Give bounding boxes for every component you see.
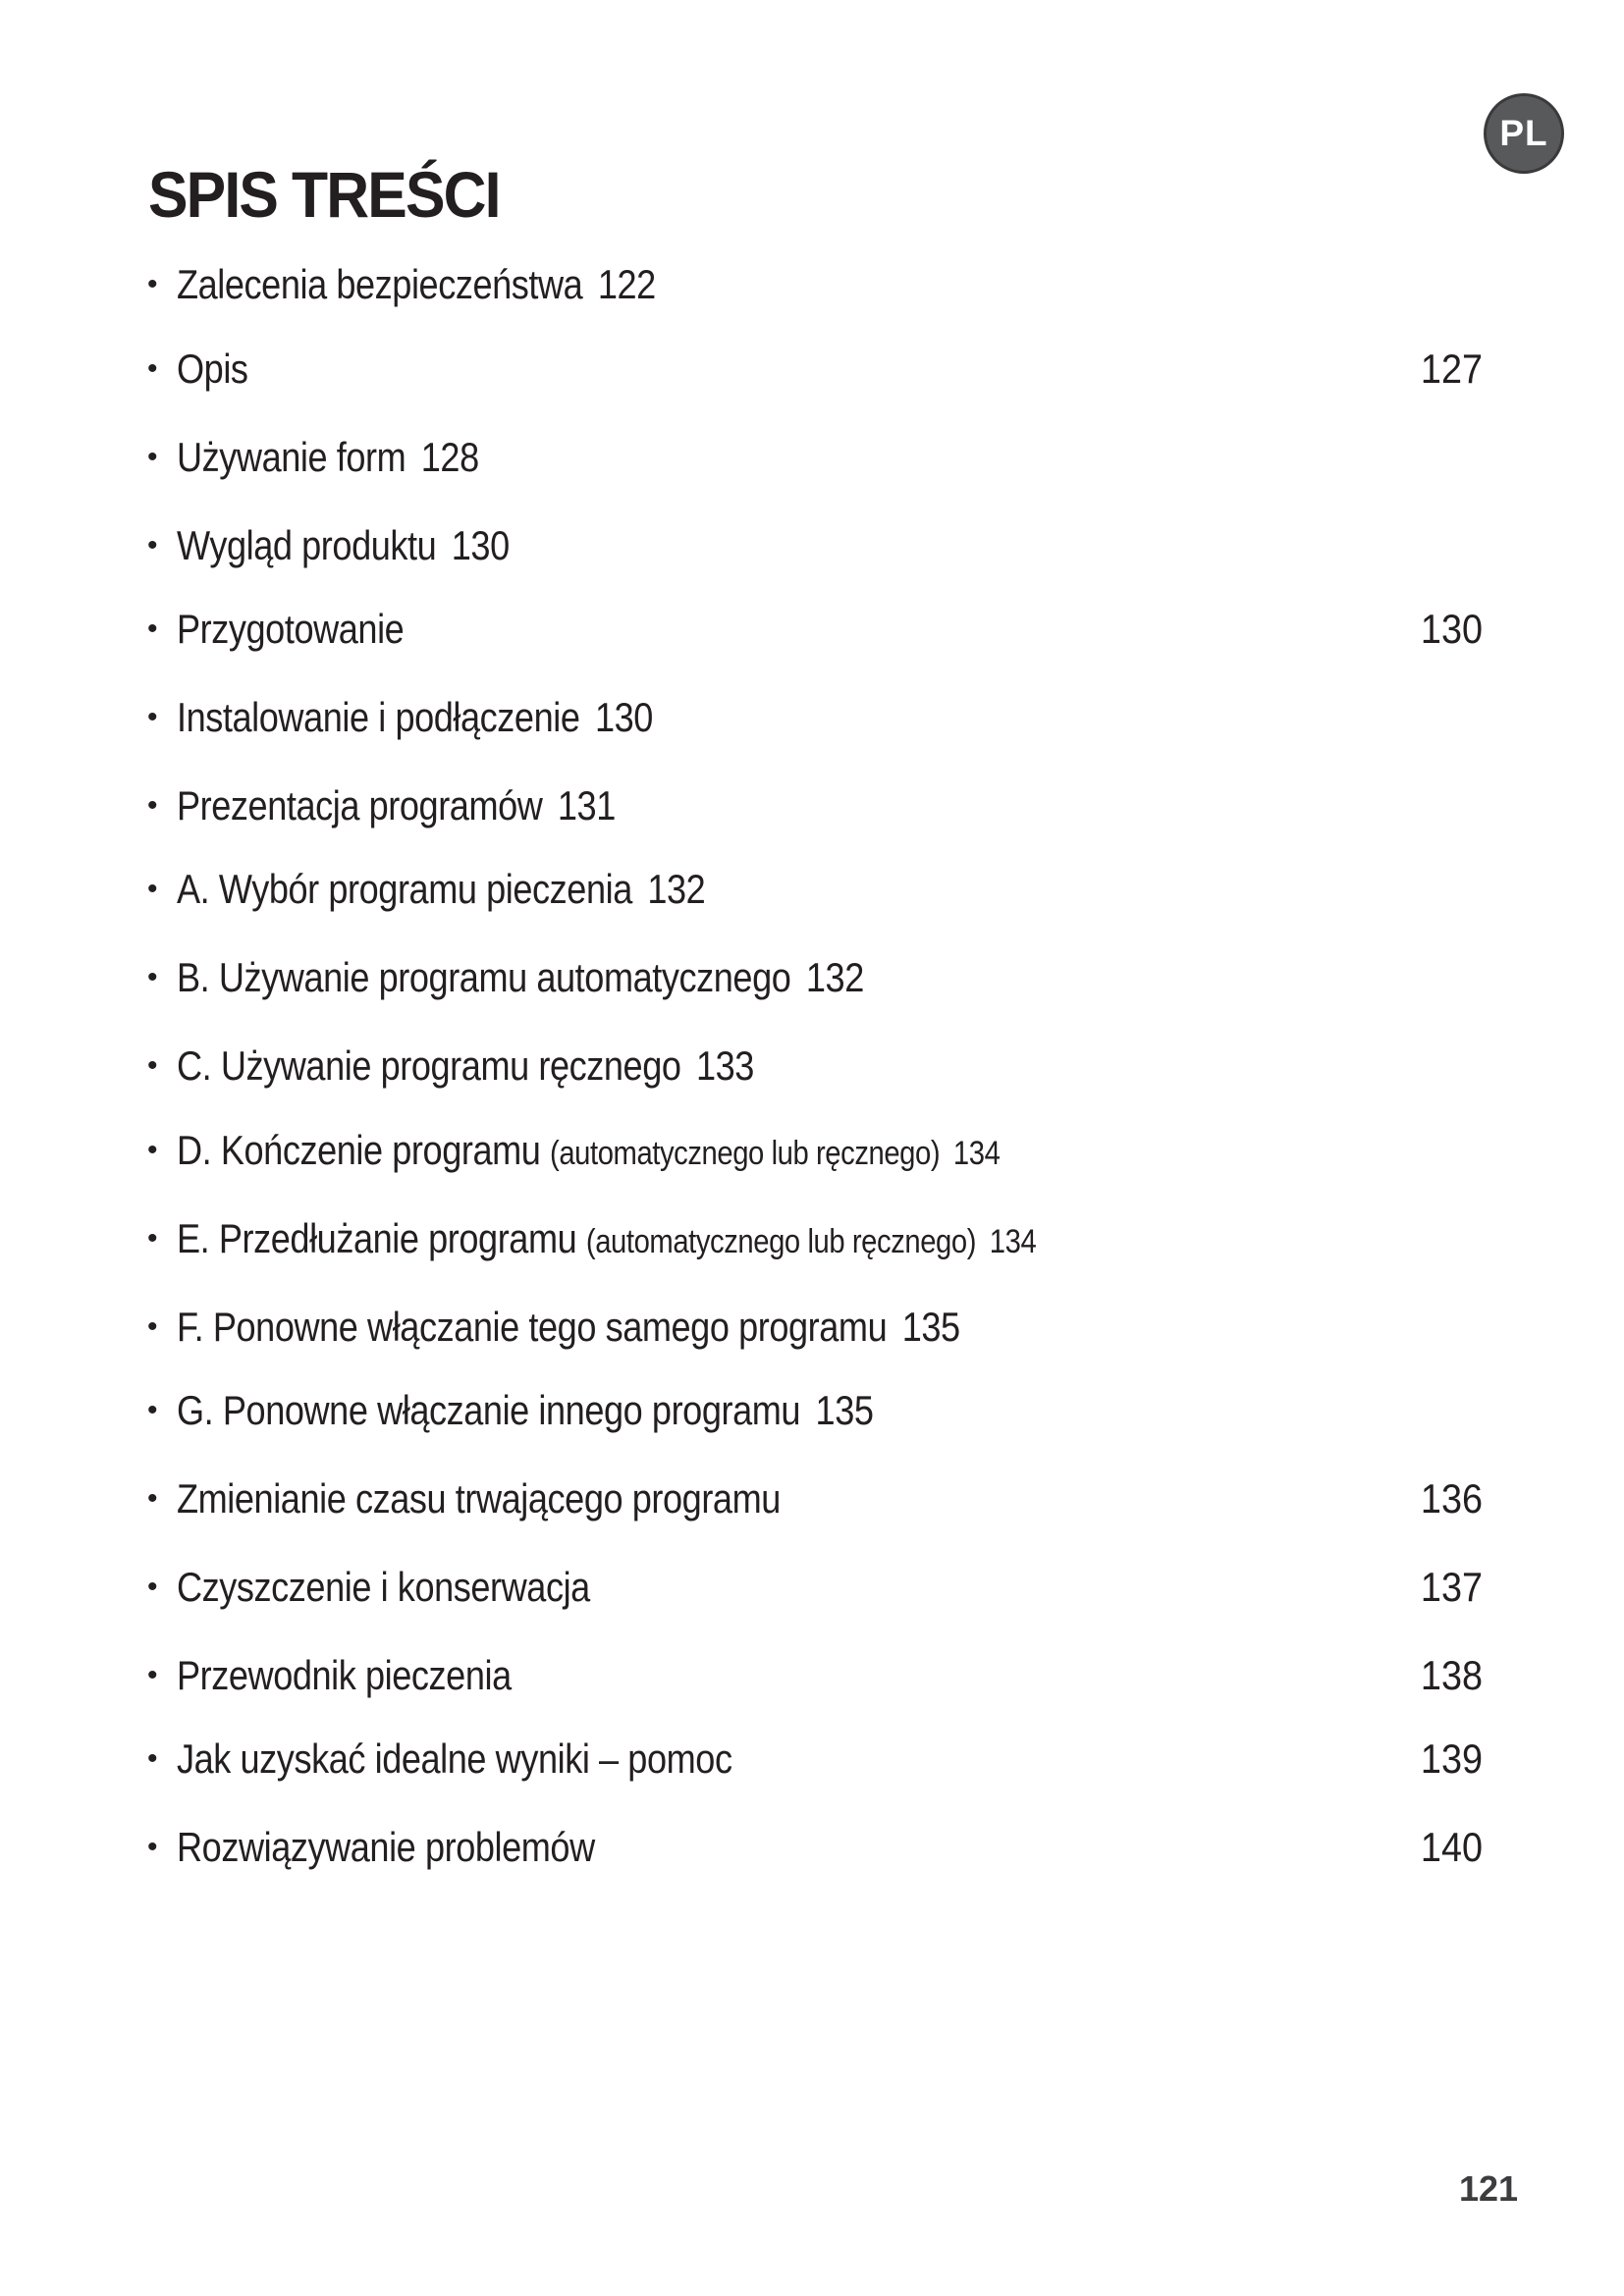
toc-item-g[interactable] — [147, 1383, 1483, 1438]
toc-item-cleaning[interactable] — [147, 1560, 1483, 1615]
language-badge: PL — [1487, 96, 1561, 171]
toc-item-label: G. Ponowne włączanie innego programu — [177, 1387, 801, 1433]
toc-item-page: 131 — [557, 782, 616, 828]
bullet-icon: • — [147, 701, 158, 733]
toc-item-page: 132 — [805, 954, 864, 1000]
toc-item-page: 137 — [1420, 1564, 1483, 1610]
toc-item-label: Używanie form — [177, 434, 406, 480]
toc-item-label: Przewodnik pieczenia — [177, 1652, 512, 1698]
bullet-icon: • — [147, 1310, 158, 1343]
bullet-icon: • — [147, 613, 158, 645]
toc-item-label: Zalecenia bezpieczeństwa — [177, 261, 583, 307]
toc-item-page: 139 — [1420, 1735, 1483, 1782]
bullet-icon: • — [147, 1831, 158, 1863]
toc-item-page: 122 — [597, 261, 656, 307]
bullet-icon: • — [147, 268, 158, 300]
toc-item-label: F. Ponowne włączanie tego samego programu — [177, 1304, 888, 1350]
bullet-icon: • — [147, 1482, 158, 1515]
page-title: SPIS TREŚCI — [148, 158, 500, 231]
bullet-icon: • — [147, 1222, 158, 1255]
toc-item-label: Prezentacja programów — [177, 782, 543, 828]
toc-item-page: 138 — [1420, 1652, 1483, 1698]
toc-item-label: C. Używanie programu ręcznego — [177, 1042, 681, 1089]
toc-item-page: 135 — [901, 1304, 960, 1350]
toc-item-description[interactable] — [147, 342, 1483, 397]
bullet-icon: • — [147, 352, 158, 385]
toc-item-c[interactable] — [147, 1039, 1483, 1094]
toc-item-label: Przygotowanie — [177, 606, 405, 652]
bullet-icon: • — [147, 961, 158, 993]
toc-item-page: 130 — [594, 694, 653, 740]
toc-item-label: Instalowanie i podłączenie — [177, 694, 580, 740]
toc-item-programs[interactable] — [147, 778, 1483, 833]
bullet-icon: • — [147, 1571, 158, 1603]
toc-item-label: Jak uzyskać idealne wyniki – pomoc — [177, 1735, 732, 1782]
toc-item-page: 134 — [989, 1223, 1037, 1260]
bullet-icon: • — [147, 789, 158, 822]
toc-item-change-time[interactable] — [147, 1471, 1483, 1526]
toc-item-page: 140 — [1420, 1824, 1483, 1870]
bullet-icon: • — [147, 873, 158, 905]
toc-item-a[interactable] — [147, 862, 1483, 917]
toc-item-page: 130 — [1420, 606, 1483, 652]
table-of-contents — [147, 0, 1483, 2296]
bullet-icon: • — [147, 1134, 158, 1166]
toc-item-page: 133 — [695, 1042, 754, 1089]
toc-item-page: 128 — [420, 434, 479, 480]
bullet-icon: • — [147, 1049, 158, 1082]
toc-item-installation[interactable] — [147, 690, 1483, 745]
toc-item-page: 127 — [1420, 346, 1483, 392]
toc-item-label: Wygląd produktu — [177, 522, 437, 568]
toc-item-page: 134 — [952, 1135, 1001, 1172]
bullet-icon: • — [147, 441, 158, 473]
toc-item-label: B. Używanie programu automatycznego — [177, 954, 791, 1000]
toc-item-b[interactable] — [147, 950, 1483, 1005]
toc-item-baking-guide[interactable] — [147, 1648, 1483, 1703]
page-number: 121 — [1459, 2168, 1519, 2209]
bullet-icon: • — [147, 1394, 158, 1426]
toc-item-label: E. Przedłużanie programu — [177, 1215, 577, 1261]
toc-item-page: 132 — [647, 866, 706, 912]
toc-item-label: Rozwiązywanie problemów — [177, 1824, 595, 1870]
toc-item-label: Zmienianie czasu trwającego programu — [177, 1475, 781, 1522]
toc-item-safety[interactable] — [147, 257, 1483, 312]
toc-item-f[interactable] — [147, 1300, 1483, 1355]
toc-item-help[interactable] — [147, 1732, 1483, 1787]
toc-item-using-molds[interactable] — [147, 430, 1483, 485]
toc-item-label: Czyszczenie i konserwacja — [177, 1564, 590, 1610]
toc-item-troubleshooting[interactable] — [147, 1820, 1483, 1875]
toc-item-label: D. Kończenie programu — [177, 1127, 541, 1173]
toc-item-note: (automatycznego lub ręcznego) — [585, 1223, 977, 1260]
toc-item-d[interactable] — [147, 1123, 1483, 1178]
toc-item-page: 136 — [1420, 1475, 1483, 1522]
bullet-icon: • — [147, 1659, 158, 1691]
toc-item-note: (automatycznego lub ręcznego) — [550, 1135, 941, 1172]
toc-item-page: 135 — [815, 1387, 874, 1433]
toc-item-preparation[interactable] — [147, 602, 1483, 657]
toc-item-product-appearance[interactable] — [147, 518, 1483, 573]
toc-item-label: A. Wybór programu pieczenia — [177, 866, 632, 912]
bullet-icon: • — [147, 529, 158, 561]
bullet-icon: • — [147, 1742, 158, 1775]
toc-item-page: 130 — [451, 522, 510, 568]
toc-item-label: Opis — [177, 346, 248, 392]
toc-item-e[interactable] — [147, 1211, 1483, 1266]
